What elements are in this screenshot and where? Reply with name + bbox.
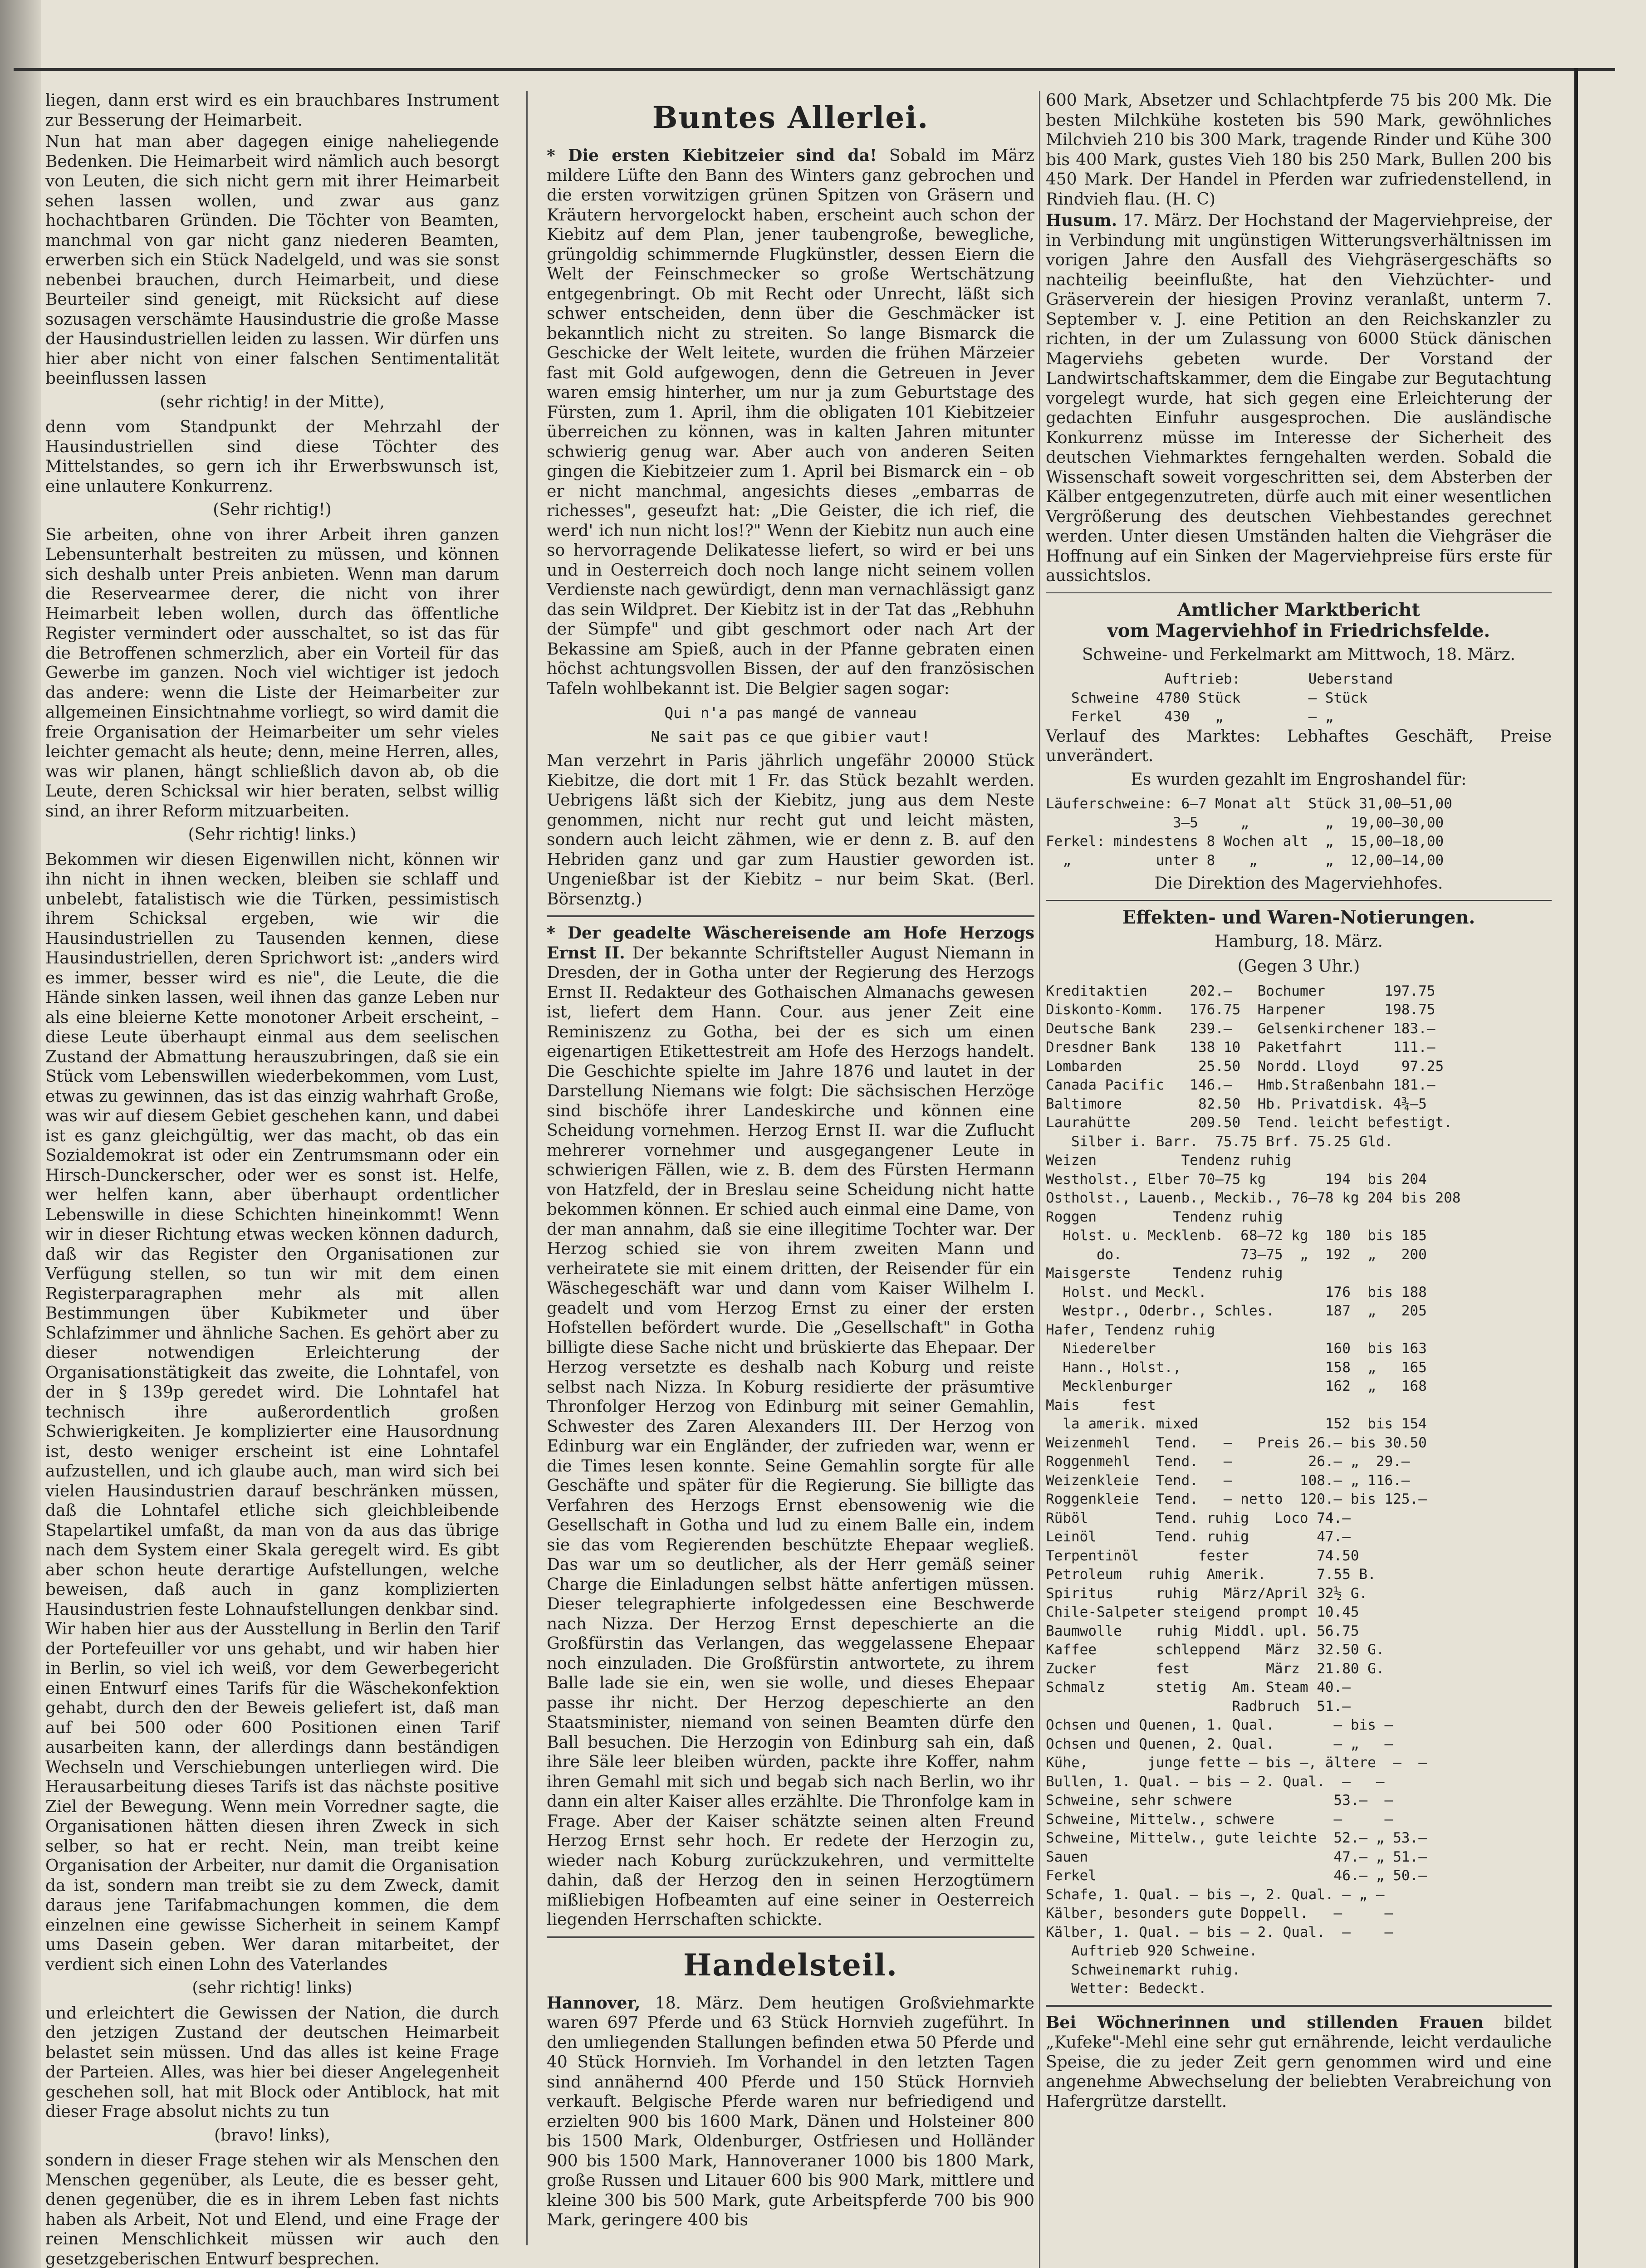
section-divider bbox=[547, 1936, 1034, 1938]
interjection: (bravo! links), bbox=[214, 2126, 330, 2145]
interjection: (Sehr richtig! links.) bbox=[188, 825, 357, 844]
divider bbox=[1046, 592, 1552, 593]
section-title: Handelsteil. bbox=[683, 1947, 898, 1983]
quote-line: Qui n'a pas mangé de vanneau bbox=[664, 704, 917, 722]
article-husum bbox=[1046, 211, 1552, 586]
article-body: Der bekannte Schriftsteller August Niemann in Dresden, der in Gotha unter der Regierung des Herzogs Ernst II. Redakteur des Gothaischen Almanachs gewesen ist, liefert dem Hann. Cour. aus jener Zeit eine Reminiszenz zu Gotha, bei der es sich um einen eigenartigen Etikettestreit am Hofe des Herzogs handelt. Die Geschichte spielte im Jahre 1876 und lautet in der Darstellung Niemans wie folgt: Die sächsischen Herzöge sind bischöfe ihrer Landeskirche und können eine Scheidung vornehmen. Herzog Ernst II. war die Zuflucht mehrerer vornehmer und ausgegangener Leute in schwierigen Fällen, wie z. B. dem des Fürsten Hermann von Hatzfeld, der in Breslau seine Scheidung nicht hatte bekommen können. Er schied auch einmal eine Dame, von der man annahm, daß sie eine illegitime Tochter war. Der Herzog schied sie von ihrem zweiten Mann und verheiratete sie mit einem dritten, der Reisender für ein Wäschegeschäft war und dann vom Kaiser Wilhelm I. geadelt und vom Herzog Ernst zu einer der ersten Hofstellen befördert wurde. Die „Gesellschaft" in Gotha billigte diese Sache nicht und brüskierte das Ehepaar. Der Herzog versetzte es deshalb nach Koburg und reiste selbst nach Nizza. In Koburg residierte der präsumtive Thronfolger Herzog von Edinburg mit seiner Gemahlin, Schwester des Zaren Alexanders III. Der Herzog von Edinburg war ein Engländer, der zufrieden war, wenn er die Times lesen konnte. Seine Gemahlin sorgte für alle Geschäfte und später für die Regierung. Sie billigte das Verfahren des Herzogs Ernst ebensowenig wie die Gesellschaft in Gotha und lud zu einem Balle ein, indem sie das vom Regierenden beschützte Ehepaar wegließ. Das war um so deutlicher, als der Herr gemäß seiner Charge die Einladungen selbst hätte anfertigen müssen. Dieser telegraphierte infolgedessen eine Beschwerde nach Nizza. Der Herzog Ernst depeschierte an die Großfürstin das Verlangen, das weggelassene Ehepaar noch einzuladen. Die Großfürstin antwortete, zu ihrem Balle lade sie ein, wen sie wolle, und dieses Ehepaar passe ihr nicht. Der Herzog depeschierte an den Staatsminister, niemand von seinen Beamten dürfe den Ball besuchen. Die Herzogin von Edinburg sah ein, daß ihre Säle leer bleiben würden, packte ihre Koffer, nahm ihren Gemahl mit sich und begab sich nach Berlin, wo ihr dann ein alter Kaiser alles erzählte. Die Thronfolge kam in Frage. Aber der Kaiser schätzte seinen alten Freund Herzog Ernst sehr hoch. Er redete der Herzogin zu, wieder nach Koburg zurückzukehren, und vermittelte dahin, daß der Herzog den in seinen Herzogtümern mißliebigen Hofbeamten auf eine seiner in Oesterreich liegenden Herrschaften schickte. bbox=[547, 943, 1034, 1929]
advertisement bbox=[1046, 2013, 1552, 2112]
ad-body: bildet „Kufeke"-Mehl eine sehr gut ernährende, leicht verdauliche Speise, die zu jeder Zeit gern genommen wird und eine angenehme Abwechselung der beliebten Verabreichung von Hafergrütze darstellt. bbox=[1046, 2013, 1552, 2111]
market-report-subtitle: vom Magerviehhof in Friedrichsfelde. bbox=[1107, 620, 1490, 641]
article-divider bbox=[547, 915, 1034, 917]
left-column bbox=[45, 91, 499, 2268]
article-headline: * Der geadelte Wäschereisende am Hofe Herzogs Ernst II. bbox=[547, 924, 1034, 963]
quote-line: Ne sait pas ce que gibier vaut! bbox=[651, 728, 931, 746]
article-herzog bbox=[547, 924, 1034, 1930]
divider bbox=[1046, 900, 1552, 901]
middle-column bbox=[547, 91, 1034, 2268]
article-body: Sobald im März mildere Lüfte den Bann des Winters ganz gebrochen und die ersten vorwitzigen grünen Spitzen von Gräsern und Kräutern hervorgelockt haben, erscheint auch schon der Kiebitz auf dem Plan, jener taubengroße, bewegliche, grüngoldig schimmernde Flugkünstler, dessen Eiern die Welt der Feinschmecker so große Wertschätzung entgegenbringt. Ob mit Recht oder Unrecht, läßt sich schwer entscheiden, denn über die Geschmäcker ist bekanntlich nicht zu streiten. So lange Bismarck die Geschicke der Welt leitete, wurden die frühen Märzeier fast mit Gold aufgewogen, denn die Getreuen in Jever waren emsig hinterher, um nur ja zum Geburtstage des Fürsten, zum 1. April, ihm die obligaten 101 Kiebitzeier überreichen zu können, was in kalten Jahren mitunter schwierig genug war. Aber auch von anderen Seiten gingen die Kiebitzeier zum 1. April bei Bismarck ein – ob er nicht manchmal, angesichts dieses „embarras de richesses", geseufzt hat: „Die Geister, die ich rief, die werd' ich nun nicht los!?" Wenn der Kiebitz nun auch eine so hervorragende Delikatesse liefert, so wird er bei uns und in Oesterreich doch noch lange nicht seinem vollen Verdienste nach gewürdigt, denn man vernachlässigt ganz das sein Wildpret. Der Kiebitz ist in der Tat das „Rebhuhn der Sümpfe" und gibt geschmort oder nach Art der Bekassine am Spieß, auch in der Pfanne gebraten einen höchst achtungsvollen Bissen, der auf den französischen Tafeln wohlbekannt ist. Die Belgier sagen sogar: bbox=[547, 147, 1034, 698]
market-date: Schweine- und Ferkelmarkt am Mittwoch, 18. März. bbox=[1082, 645, 1515, 664]
paragraph: liegen, dann erst wird es ein brauchbares Instrument zur Besserung der Heimarbeit. bbox=[45, 91, 499, 130]
effects-place: Hamburg, 18. März. bbox=[1214, 932, 1383, 951]
top-rule bbox=[14, 68, 1615, 71]
market-table: Auftrieb: Ueberstand Schweine 4780 Stück — Stück Ferkel 430 „ — „ bbox=[1071, 671, 1393, 725]
market-signature: Die Direktion des Magerviehhofes. bbox=[1154, 874, 1443, 893]
page-binding bbox=[0, 0, 41, 2268]
interjection: (sehr richtig! in der Mitte), bbox=[160, 392, 385, 411]
market-prices: Läuferschweine: 6—7 Monat alt Stück 31,00—51,00 3—5 „ „ 19,00—30,00 Ferkel: mindestens 8 Wochen alt „ 15,00—18,00 „ unter 8 „ „ 12,00—14,00 bbox=[1046, 796, 1452, 869]
effects-title: Effekten- und Waren-Notierungen. bbox=[1122, 906, 1475, 928]
market-wholesale: Es wurden gezahlt im Engroshandel für: bbox=[1131, 770, 1467, 789]
right-border bbox=[1574, 68, 1578, 2268]
market-report-title: Amtlicher Marktbericht bbox=[1177, 599, 1421, 621]
effects-table: Kreditaktien 202.— Bochumer 197.75 Diskonto-Komm. 176.75 Harpener 198.75 Deutsche Bank 239.— Gelsenkirchener 183.— Dresdner Bank 138 10 Paketfahrt 111.— Lombarden 25.50 Nordd. Lloyd 97.25 Canada Pacific 146.— Hmb.Straßenbahn 181.— Baltimore 82.50 Hb. Privatdisk. 4¾—5 Laurahütte 209.50 Tend. leicht befestigt. Silber i. Barr. 75.75 Brf. 75.25 Gld. Weizen Tendenz ruhig Westholst., Elber 70—75 kg 194 bis 204 Ostholst., Lauenb., Meckib., 76—78 kg 204 bis 208 Roggen Tendenz ruhig Holst. u. Mecklenb. 68—72 kg 180 bis 185 do. 73—75 „ 192 „ 200 Maisgerste Tendenz ruhig Holst. und Meckl. 176 bis 188 Westpr., Oderbr., Schles. 187 „ 205 Hafer, Tendenz ruhig Niederelber 160 bis 163 Hann., Holst., 158 „ 165 Mecklenburger 162 „ 168 Mais fest la amerik. mixed 152 bis 154 Weizenmehl Tend. — Preis 26.— bis 30.50 Roggenmehl Tend. — 26.— „ 29.— Weizenkleie Tend. — 108.— „ 116.— Roggenkleie Tend. — netto 120.— bis 125.— Rüböl Tend. ruhig Loco 74.— Leinöl Tend. ruhig 47.— Terpentinöl fester 74.50 Petroleum ruhig Amerik. 7.55 B. Spiritus ruhig März/April 32½ G. Chile-Salpeter steigend prompt 10.45 Baumwolle ruhig Middl. upl. 56.75 Kaffee schleppend März 32.50 G. Zucker fest März 21.80 G. Schmalz stetig Am. Steam 40.— Radbruch 51.— bbox=[1046, 982, 1461, 1715]
paragraph: denn vom Standpunkt der Mehrzahl der Hausindustriellen sind diese Töchter des Mittelstandes, so gern ich ihr Erwerbswunsch ist, eine unlautere Konkurrenz. bbox=[45, 418, 499, 496]
column-separator bbox=[1039, 91, 1040, 2268]
paragraph: Sie arbeiten, ohne von ihrer Arbeit ihren ganzen Lebensunterhalt bestreiten zu müssen, und können sich deshalb unter Preis anbieten. Wenn man darum die Reservearmee derer, die nicht von ihrer Heimarbeit leben wollen, durch das öffentliche Register vermindert oder ausschaltet, so ist das für die Betroffenen schmerzlich, aber ein Vorteil für das Gewerbe im ganzen. Noch viel wichtiger ist jedoch das andere: wenn die Liste der Heimarbeiter zur allgemeinen Einsichtnahme vorliegt, so wird damit die freie Organisation der Heimarbeiter um sehr vieles leichter gemacht als heute; denn, meine Herren, alles, was wir planen, hängt schließlich davon ab, ob die Leute, deren Schicksal wir hier beraten, selbst willig sind, an ihrer Reform mitzuarbeiten. bbox=[45, 525, 499, 821]
interjection: (sehr richtig! links) bbox=[192, 1979, 353, 1997]
article-body: 18. März. Dem heutigen Großviehmarkte waren 697 Pferde und 63 Stück Hornvieh zugeführt. In den umliegenden Stallungen befinden etwa 50 Pferde und 40 Stück Hornvieh. Im Vorhandel in den letzten Tagen sind annähernd 400 Pferde und 150 Stück Hornvieh verkauft. Belgische Pferde waren nur befriedigend und erzielten 900 bis 1600 Mark, Dänen und Holsteiner 800 bis 1500 Mark, Oldenburger, Ostfriesen und Holländer 900 bis 1500 Mark, Hannoveraner 1000 bis 1800 Mark, große Russen und Litauer 600 bis 900 Mark, mittlere und kleine 300 bis 500 Mark, gute Arbeitspferde 700 bis 900 Mark, geringere 400 bis bbox=[547, 1994, 1034, 2229]
market-course: Verlauf des Marktes: Lebhaftes Geschäft, Preise unverändert. bbox=[1046, 727, 1552, 765]
paragraph: und erleichtert die Gewissen der Nation, die durch den jetzigen Zustand der deutschen Heimarbeit belastet sein müssen. Und das alles ist keine Frage der Parteien. Alles, was hier bei dieser Angelegenheit geschehen soll, hat mit Block oder Antiblock, hat mit dieser Frage absolut nichts zu tun bbox=[45, 2004, 499, 2121]
paragraph: 600 Mark, Absetzer und Schlachtpferde 75 bis 200 Mk. Die besten Milchkühe kosteten bis 590 Mark, gewöhnliches Milchvieh 210 bis 300 Mark, tragende Rinder und Kühe 300 bis 400 Mark, gustes Vieh 180 bis 250 Mark, Bullen 200 bis 450 Mark. Der Handel in Pferden war zufriedenstellend, in Rindvieh flau. (H. C) bbox=[1046, 91, 1552, 209]
paragraph: sondern in dieser Frage stehen wir als Menschen den Menschen gegenüber, als Leute, die es besser geht, denen gegenüber, die es in ihrem Leben fast nichts haben als Arbeit, Not und Elend, und eine Frage der reinen Menschlichkeit müssen wir auch den gesetzgeberischen Entwurf besprechen. bbox=[45, 2151, 499, 2268]
interjection: (Sehr richtig!) bbox=[213, 500, 332, 519]
paragraph: Nun hat man aber dagegen einige naheliegende Bedenken. Die Heimarbeit wird nämlich auch besorgt von Leuten, die sich nicht gern mit ihrer Heimarbeit sehen lassen wollen, und zwar aus ganz hochachtbaren Gründen. Die Töchter von Beamten, manchmal von gar nicht ganz niederen Beamten, erwerben sich ein Stück Nadelgeld, und was sie sonst nebenbei brauchen, durch Heimarbeit, und diese Beurteiler sind geneigt, mit Rücksicht auf diese sozusagen verschämte Hausindustrie die große Masse der Hausindustriellen leiden zu lassen. Wir dürfen uns hier aber nicht von einer falschen Sentimentalität beeinflussen lassen bbox=[45, 132, 499, 388]
cattle-table: Ochsen und Quenen, 1. Qual. — bis — Ochsen und Quenen, 2. Qual. — „ — Kühe, junge fette — bis —, ältere — — Bullen, 1. Qual. — bis — 2. Qual. — — Schweine, sehr schwere 53.— — Schweine, Mittelw., schwere — — Schweine, Mittelw., gute leichte 52.— „ 53.— Sauen 47.— „ 51.— Ferkel 46.— „ 50.— Schafe, 1. Qual. — bis —, 2. Qual. — „ — Kälber, besonders gute Doppell. — — Kälber, 1. Qual. — bis — 2. Qual. — — Auftrieb 920 Schweine. Schweinemarkt ruhig. Wetter: Bedeckt. bbox=[1046, 1717, 1427, 1997]
article-body: 17. März. Der Hochstand der Magerviehpreise, der in Verbindung mit ungünstigen Witterungsverhältnissen im vorigen Jahre den Ausfall des Viehgräsergeschäfts so nachteilig beeinflußte, hat den Viehzüchter- und Gräserverein der hiesigen Provinz veranlaßt, unterm 7. September v. J. eine Petition an den Reichskanzler zu richten, in der um Zulassung von 6000 Stück dänischen Magerviehs gebeten wurde. Der Vorstand der Landwirtschaftskammer, dem die Eingabe zur Begutachtung vorgelegt wurde, hat sich gegen eine Erleichterung der gedachten Einfuhr ausgesprochen. Die ausländische Konkurrenz müsse im Interesse der Sicherheit des deutschen Viehmarktes ferngehalten werden. Sobald die Wissenschaft soweit vorgeschritten sei, dem Absterben der Kälber entgegenzutreten, dürfe auch mit einer wesentlichen Vergrößerung des deutschen Viehbestandes gerechnet werden. Unter diesen Umständen halten die Viehgräser die Hoffnung auf ein Sinken der Magerviehpreise fürs erste für aussichtslos. bbox=[1046, 211, 1552, 585]
column-separator bbox=[526, 91, 528, 2245]
article-body: Man verzehrt in Paris jährlich ungefähr 20000 Stück Kiebitze, die dort mit 1 Fr. das Stück bezahlt werden. Uebrigens läßt sich der Kiebitz, jung aus dem Neste genommen, nicht nur recht gut und leicht mästen, sondern auch leicht zähmen, wie er denn z. B. auf den Hebriden ganz und gar zum Haustier geworden ist. Ungenießbar ist der Kiebitz – nur beim Skat. (Berl. Börsenztg.) bbox=[547, 752, 1034, 909]
paragraph: Bekommen wir diesen Eigenwillen nicht, können wir ihn nicht in ihnen wecken, bleiben sie schlaff und unbelebt, fatalistisch wie die Türken, pessimistisch ihrem Schicksal ergeben, wie wir die Hausindustriellen zu Tausenden kennen, diese Hausindustriellen, deren Sprichwort ist: „anders wird es immer, besser wird es nie", die Leute, die die Hände sinken lassen, weil ihnen das ganze Leben nur als eine bleierne Kette monotoner Arbeit erscheint, – diese Leute überhaupt einmal aus dem seelischen Zustand der Abmattung herauszubringen, daß sie ein Stück vom Lebenswillen wiederbekommen, vom Lust, etwas zu gewinnen, das ist das einzig wahrhaft Große, was wir auf diesem Gebiet geschehen kann, und dabei ist es ganz gleichgültig, wer das macht, ob das ein Sozialdemokrat ist oder ein Zentrumsmann oder ein Hirsch-Dunckerscher, oder wer es sonst ist. Helfe, wer helfen kann, aber überhaupt ordentlicher Lebenswille in diese Schichten hineinkommt! Wenn wir in dieser Richtung etwas wecken können dadurch, daß wir das Register den Organisationen zur Verfügung stellen, so tun wir mit dem einen Registerparagraphen mehr als mit allen Bestimmungen über Kubikmeter und über Schlafzimmer und ähnliche Sachen. Es gehört aber zu dieser notwendigen Erleichterung der Organisationstätigkeit das zweite, die Lohntafel, von der in § 139p geredet wird. Die Lohntafel hat technisch ihre außerordentlich großen Schwierigkeiten. Je komplizierter eine Hausordnung ist, desto weniger erscheint ist eine Lohntafel aufzustellen, und ich glaube auch, man wird sich bei vielen Hausindustrien darauf beschränken müssen, daß die Lohntafel etliche sich gleichbleibende Stapelartikel umfaßt, da man von da aus das übrige nach dem System einer Skala geregelt wird. Es gibt aber schon heute derartige Aufstellungen, welche beweisen, daß auch in ganz komplizierten Hausindustrien feste Lohnaufstellungen denkbar sind. Wir haben hier aus der Ausstellung in Berlin den Tarif der Portefeuiller vor uns gehabt, und wir haben hier in Berlin, so viel ich weiß, vor dem Gewerbegericht einen Entwurf eines Tarifs für die Wäschekonfektion gehabt, durch den der Beweis geliefert ist, daß man auf bei 500 oder 600 Positionen einen Tarif ausarbeiten kann, der allerdings dann beständigen Wechseln und Verschiebungen unterliegen wird. Die Herausarbeitung dieses Tarifs ist das nächste positive Ziel der Bewegung. Wenn mein Vorredner sagte, die Organisationen hätten diesen ihren Zweck in sich selber, so hat er recht. Nein, man treibt keine Organisation der Arbeiter, nur damit die Organisation da ist, sondern man treibt sie zu dem Zweck, damit daraus jene Tarifabmachungen kommen, die dem einzelnen eine gewisse Sicherheit in seinem Kampf ums Dasein geben. Wer daran mitarbeitet, der verdient sich einen Lohn des Vaterlandes bbox=[45, 850, 499, 1974]
article-kiebitz bbox=[547, 146, 1034, 699]
article-headline: Hannover, bbox=[547, 1993, 641, 2013]
right-column bbox=[1046, 91, 1552, 2268]
article-headline: Husum. bbox=[1046, 211, 1117, 230]
divider bbox=[1046, 2005, 1552, 2007]
section-title: Buntes Allerlei. bbox=[652, 100, 929, 135]
article-hannover bbox=[547, 1994, 1034, 2230]
effects-time: (Gegen 3 Uhr.) bbox=[1237, 957, 1360, 976]
article-headline: * Die ersten Kiebitzeier sind da! bbox=[547, 146, 877, 165]
ad-headline: Bei Wöchnerinnen und stillenden Frauen bbox=[1046, 2013, 1484, 2032]
